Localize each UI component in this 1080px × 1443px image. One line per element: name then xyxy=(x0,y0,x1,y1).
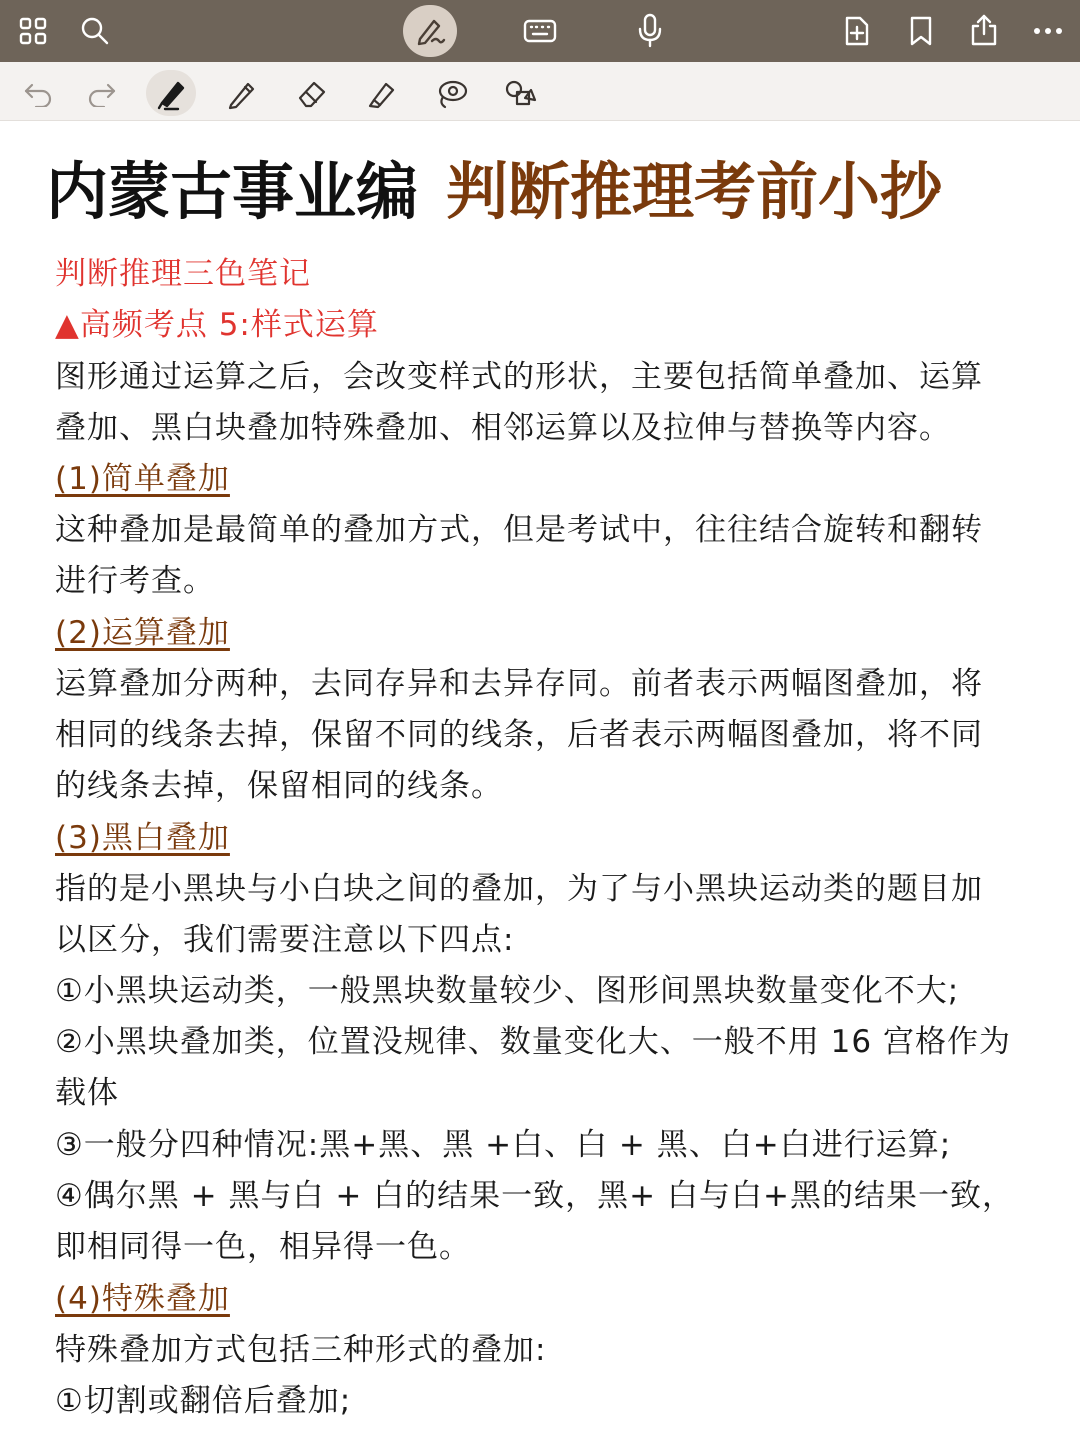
microphone-icon[interactable] xyxy=(632,10,668,52)
add-page-icon[interactable] xyxy=(838,12,876,50)
body-line: 的线条去掉，保留相同的线条。 xyxy=(55,768,503,804)
body-line: 相同的线条去掉，保留不同的线条，后者表示两幅图叠加，将不同 xyxy=(55,717,983,753)
pencil-icon[interactable] xyxy=(222,74,262,114)
body-line: ①切割或翻倍后叠加; xyxy=(55,1383,352,1419)
section-heading: (3)黑白叠加 xyxy=(55,820,230,856)
section-heading: (1)简单叠加 xyxy=(55,461,230,497)
eraser-icon[interactable] xyxy=(292,74,332,114)
body-line: 运算叠加分两种，去同存异和去异存同。前者表示两幅图叠加，将 xyxy=(55,666,983,702)
body-line: 指的是小黑块与小白块之间的叠加，为了与小黑块运动类的题目加 xyxy=(55,871,983,907)
fountain-pen-icon[interactable] xyxy=(152,72,192,114)
title-part2: 判断推理考前小抄 xyxy=(446,155,943,228)
note-subtitle: 判断推理三色笔记 xyxy=(55,256,311,292)
highlighter-icon[interactable] xyxy=(362,74,402,114)
bookmark-icon[interactable] xyxy=(902,12,940,50)
shapes-icon[interactable] xyxy=(500,74,540,114)
body-line: 图形通过运算之后，会改变样式的形状，主要包括简单叠加、运算 xyxy=(55,359,983,395)
undo-icon[interactable] xyxy=(20,76,56,112)
body-line: ①小黑块运动类，一般黑块数量较少、图形间黑块数量变化不大; xyxy=(55,973,960,1009)
body-line: 叠加、黑白块叠加特殊叠加、相邻运算以及拉伸与替换等内容。 xyxy=(55,410,951,446)
body-line: 以区分，我们需要注意以下四点: xyxy=(55,922,515,958)
body-line: 进行考查。 xyxy=(55,563,215,599)
lasso-icon[interactable] xyxy=(432,74,472,114)
note-title xyxy=(46,152,1056,232)
title-part1: 内蒙古事业编 xyxy=(46,155,419,228)
body-line: ④偶尔黑 + 黑与白 + 白的结果一致，黑+ 白与白+黑的结果一致， xyxy=(55,1178,1014,1214)
grid-icon[interactable] xyxy=(14,12,52,50)
redo-icon[interactable] xyxy=(84,76,120,112)
body-line: ②小黑块叠加类，位置没规律、数量变化大、一般不用 16 宫格作为 xyxy=(55,1024,1011,1060)
body-line: 载体 xyxy=(55,1075,119,1111)
search-icon[interactable] xyxy=(76,12,114,50)
body-line: 即相同得一色，相异得一色。 xyxy=(55,1229,471,1265)
keyboard-icon[interactable] xyxy=(520,12,560,50)
more-icon[interactable] xyxy=(1028,12,1068,50)
body-line: 特殊叠加方式包括三种形式的叠加: xyxy=(55,1332,547,1368)
section-heading: (4)特殊叠加 xyxy=(55,1281,230,1317)
topic-heading: ▲高频考点 5:样式运算 xyxy=(55,307,379,343)
share-icon[interactable] xyxy=(965,10,1003,50)
section-heading: (2)运算叠加 xyxy=(55,615,230,651)
top-app-bar xyxy=(0,0,1080,62)
body-line: 这种叠加是最简单的叠加方式，但是考试中，往往结合旋转和翻转 xyxy=(55,512,983,548)
body-line: ③一般分四种情况:黑+黑、黑 +白、白 + 黑、白+白进行运算; xyxy=(55,1127,952,1163)
pen-mode-icon[interactable] xyxy=(410,12,450,50)
